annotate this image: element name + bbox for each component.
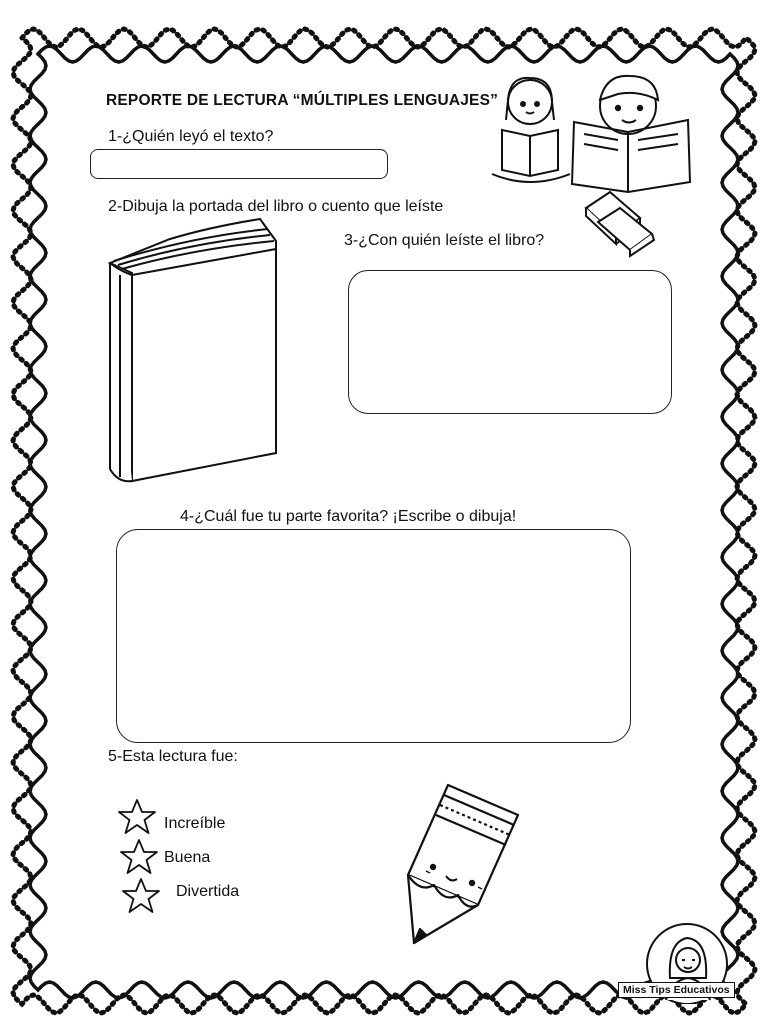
read-with-answer-box[interactable] <box>348 270 672 414</box>
question-4-label: 4-¿Cuál fue tu parte favorita? ¡Escribe o dibuja! <box>180 508 517 525</box>
books-icon <box>580 188 660 258</box>
rating-option-increible: Increíble <box>164 815 226 832</box>
pencil-icon <box>400 775 530 960</box>
kids-reading-icon <box>488 70 698 195</box>
brand-badge: Miss Tips Educativos <box>618 982 735 998</box>
favorite-part-answer-box[interactable] <box>116 529 631 743</box>
worksheet-title: REPORTE DE LECTURA “MÚLTIPLES LENGUAJES” <box>106 92 499 109</box>
star-icon[interactable] <box>117 798 157 836</box>
blank-book-icon[interactable] <box>100 215 290 487</box>
rating-option-buena: Buena <box>164 849 211 866</box>
star-icon[interactable] <box>121 877 161 915</box>
star-icon[interactable] <box>119 838 159 876</box>
question-1-label: 1-¿Quién leyó el texto? <box>108 128 274 145</box>
reader-name-field[interactable] <box>90 149 388 179</box>
question-2-label: 2-Dibuja la portada del libro o cuento que leíste <box>108 198 444 215</box>
question-5-label: 5-Esta lectura fue: <box>108 748 238 765</box>
question-3-label: 3-¿Con quién leíste el libro? <box>344 232 545 249</box>
rating-option-divertida: Divertida <box>176 883 240 900</box>
